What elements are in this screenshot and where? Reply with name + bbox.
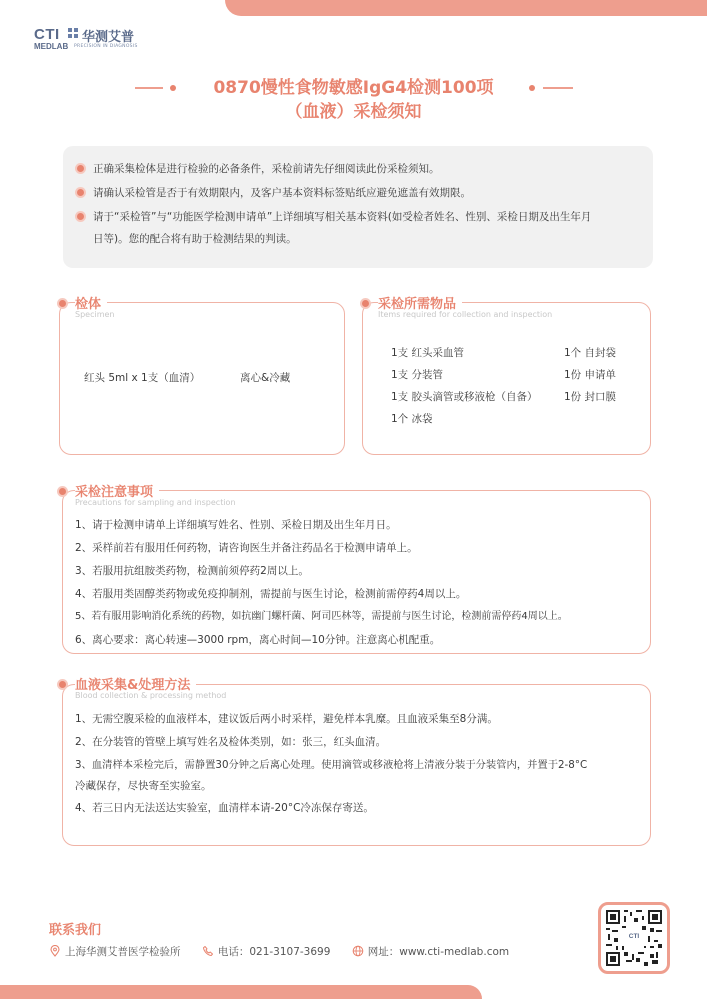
blood-step-item: 3、血清样本采检完后，需静置30分钟之后离心处理。使用滴管或移液枪将上清液分装于分装管内，并置于2-8°C <box>75 759 588 771</box>
bottom-decor-band <box>0 985 482 999</box>
specimen-subtitle: Specimen <box>75 310 115 319</box>
logo-grid-icon <box>68 28 78 38</box>
page-title-line2: （血液）采检须知 <box>285 102 422 122</box>
precautions-subtitle: Precautions for sampling and inspection <box>75 498 236 507</box>
notice-text: 请确认采检管是否于有效期限内，及客户基本资料标签贴纸应避免遮盖有效期限。 <box>93 187 471 199</box>
supply-item: 1支 红头采血管 <box>391 347 465 359</box>
top-decor-band <box>225 0 707 16</box>
contact-phone <box>202 944 331 959</box>
notice-item <box>77 182 635 204</box>
logo-cti-text: CTI <box>34 26 60 43</box>
page-title <box>0 76 707 124</box>
precaution-item: 6、离心要求：离心转速—3000 rpm，离心时间—10分钟。注意离心机配重。 <box>75 634 441 646</box>
precaution-item: 3、若服用抗组胺类药物，检测前须停药2周以上。 <box>75 565 309 577</box>
location-pin-icon <box>49 945 61 957</box>
contact-phone-text[interactable]: 电话：021-3107-3699 <box>217 946 331 958</box>
blood-step-item-continued: 冷藏保存，尽快寄至实验室。 <box>75 780 212 792</box>
contact-website-text[interactable]: 网址：www.cti-medlab.com <box>367 946 510 958</box>
supply-item: 1份 封口膜 <box>564 391 617 403</box>
notice-text: 正确采集检体是进行检验的必备条件，采检前请先仔细阅读此份采检须知。 <box>93 163 440 175</box>
specimen-title: 检体 <box>75 293 107 312</box>
precaution-item: 5、若有服用影响消化系统的药物，如抗幽门螺杆菌、阿司匹林等，需提前与医生讨论，检测前需停药4周以上。 <box>75 611 568 622</box>
blood-collection-subtitle: Blood collection & processing method <box>75 691 227 700</box>
precaution-item: 4、若服用类固醇类药物或免疫抑制剂，需提前与医生讨论，检测前需停药4周以上。 <box>75 588 467 600</box>
blood-step-item: 1、无需空腹采检的血液样本，建议饭后两小时采样，避免样本乳糜。且血液采集至8分满。 <box>75 713 498 725</box>
contact-website <box>352 944 509 959</box>
bullet-dot-icon <box>77 165 84 172</box>
supplies-subtitle: Items required for collection and inspection <box>378 310 553 319</box>
notice-item-continued <box>77 228 635 250</box>
notice-text: 日等)。您的配合将有助于检测结果的判读。 <box>93 233 297 245</box>
qr-center-logo: CTI <box>628 933 640 940</box>
supply-item: 1支 分装管 <box>391 369 444 381</box>
heading-dot-icon <box>59 300 66 307</box>
blood-step-item: 4、若三日内无法送达实验室，血清样本请-20°C冷冻保存寄送。 <box>75 802 374 814</box>
contact-address-text: 上海华测艾普医学检验所 <box>65 946 181 958</box>
contact-title: 联系我们 <box>49 923 102 938</box>
contact-address <box>49 944 181 959</box>
blood-step-item: 2、在分装管的管壁上填写姓名及检体类别，如：张三，红头血清。 <box>75 736 387 748</box>
heading-dot-icon <box>362 300 369 307</box>
precautions-title: 采检注意事项 <box>75 481 159 500</box>
bullet-dot-icon <box>77 189 84 196</box>
logo-name-cn: 华测艾普 <box>82 30 135 45</box>
supplies-title: 采检所需物品 <box>378 293 462 312</box>
supply-item: 1个 自封袋 <box>564 347 617 359</box>
heading-dot-icon <box>59 488 66 495</box>
precaution-item: 2、采样前若有服用任何药物，请咨询医生并备注药品名于检测申请单上。 <box>75 542 418 554</box>
logo-tagline: PRECISION IN DIAGNOSIS <box>74 44 138 49</box>
specimen-handling: 离心&冷藏 <box>240 372 291 384</box>
supply-item: 1份 申请单 <box>564 369 617 381</box>
notice-item <box>77 158 635 180</box>
notice-box <box>63 146 653 268</box>
notice-item <box>77 206 635 228</box>
qr-code-frame <box>598 902 670 974</box>
blood-collection-title: 血液采集&处理方法 <box>75 674 196 693</box>
notice-text: 请于“采检管”与“功能医学检测申请单”上详细填写相关基本资料(如受检者姓名、性别、采检日期及出生年月 <box>93 211 592 223</box>
heading-dot-icon <box>59 681 66 688</box>
page-title-line1: 0870慢性食物敏感IgG4检测100项 <box>213 78 494 98</box>
precaution-item: 1、请于检测申请单上详细填写姓名、性别、采检日期及出生年月日。 <box>75 519 397 531</box>
phone-icon <box>202 945 214 957</box>
logo-medlab: MEDLAB <box>34 42 69 51</box>
globe-icon <box>352 945 364 957</box>
supply-item: 1个 冰袋 <box>391 413 433 425</box>
specimen-tube: 红头 5ml x 1支（血清） <box>84 372 201 384</box>
contact-info-row <box>49 944 527 959</box>
supply-item: 1支 胶头滴管或移液枪（自备） <box>391 391 538 403</box>
bullet-dot-icon <box>77 213 84 220</box>
